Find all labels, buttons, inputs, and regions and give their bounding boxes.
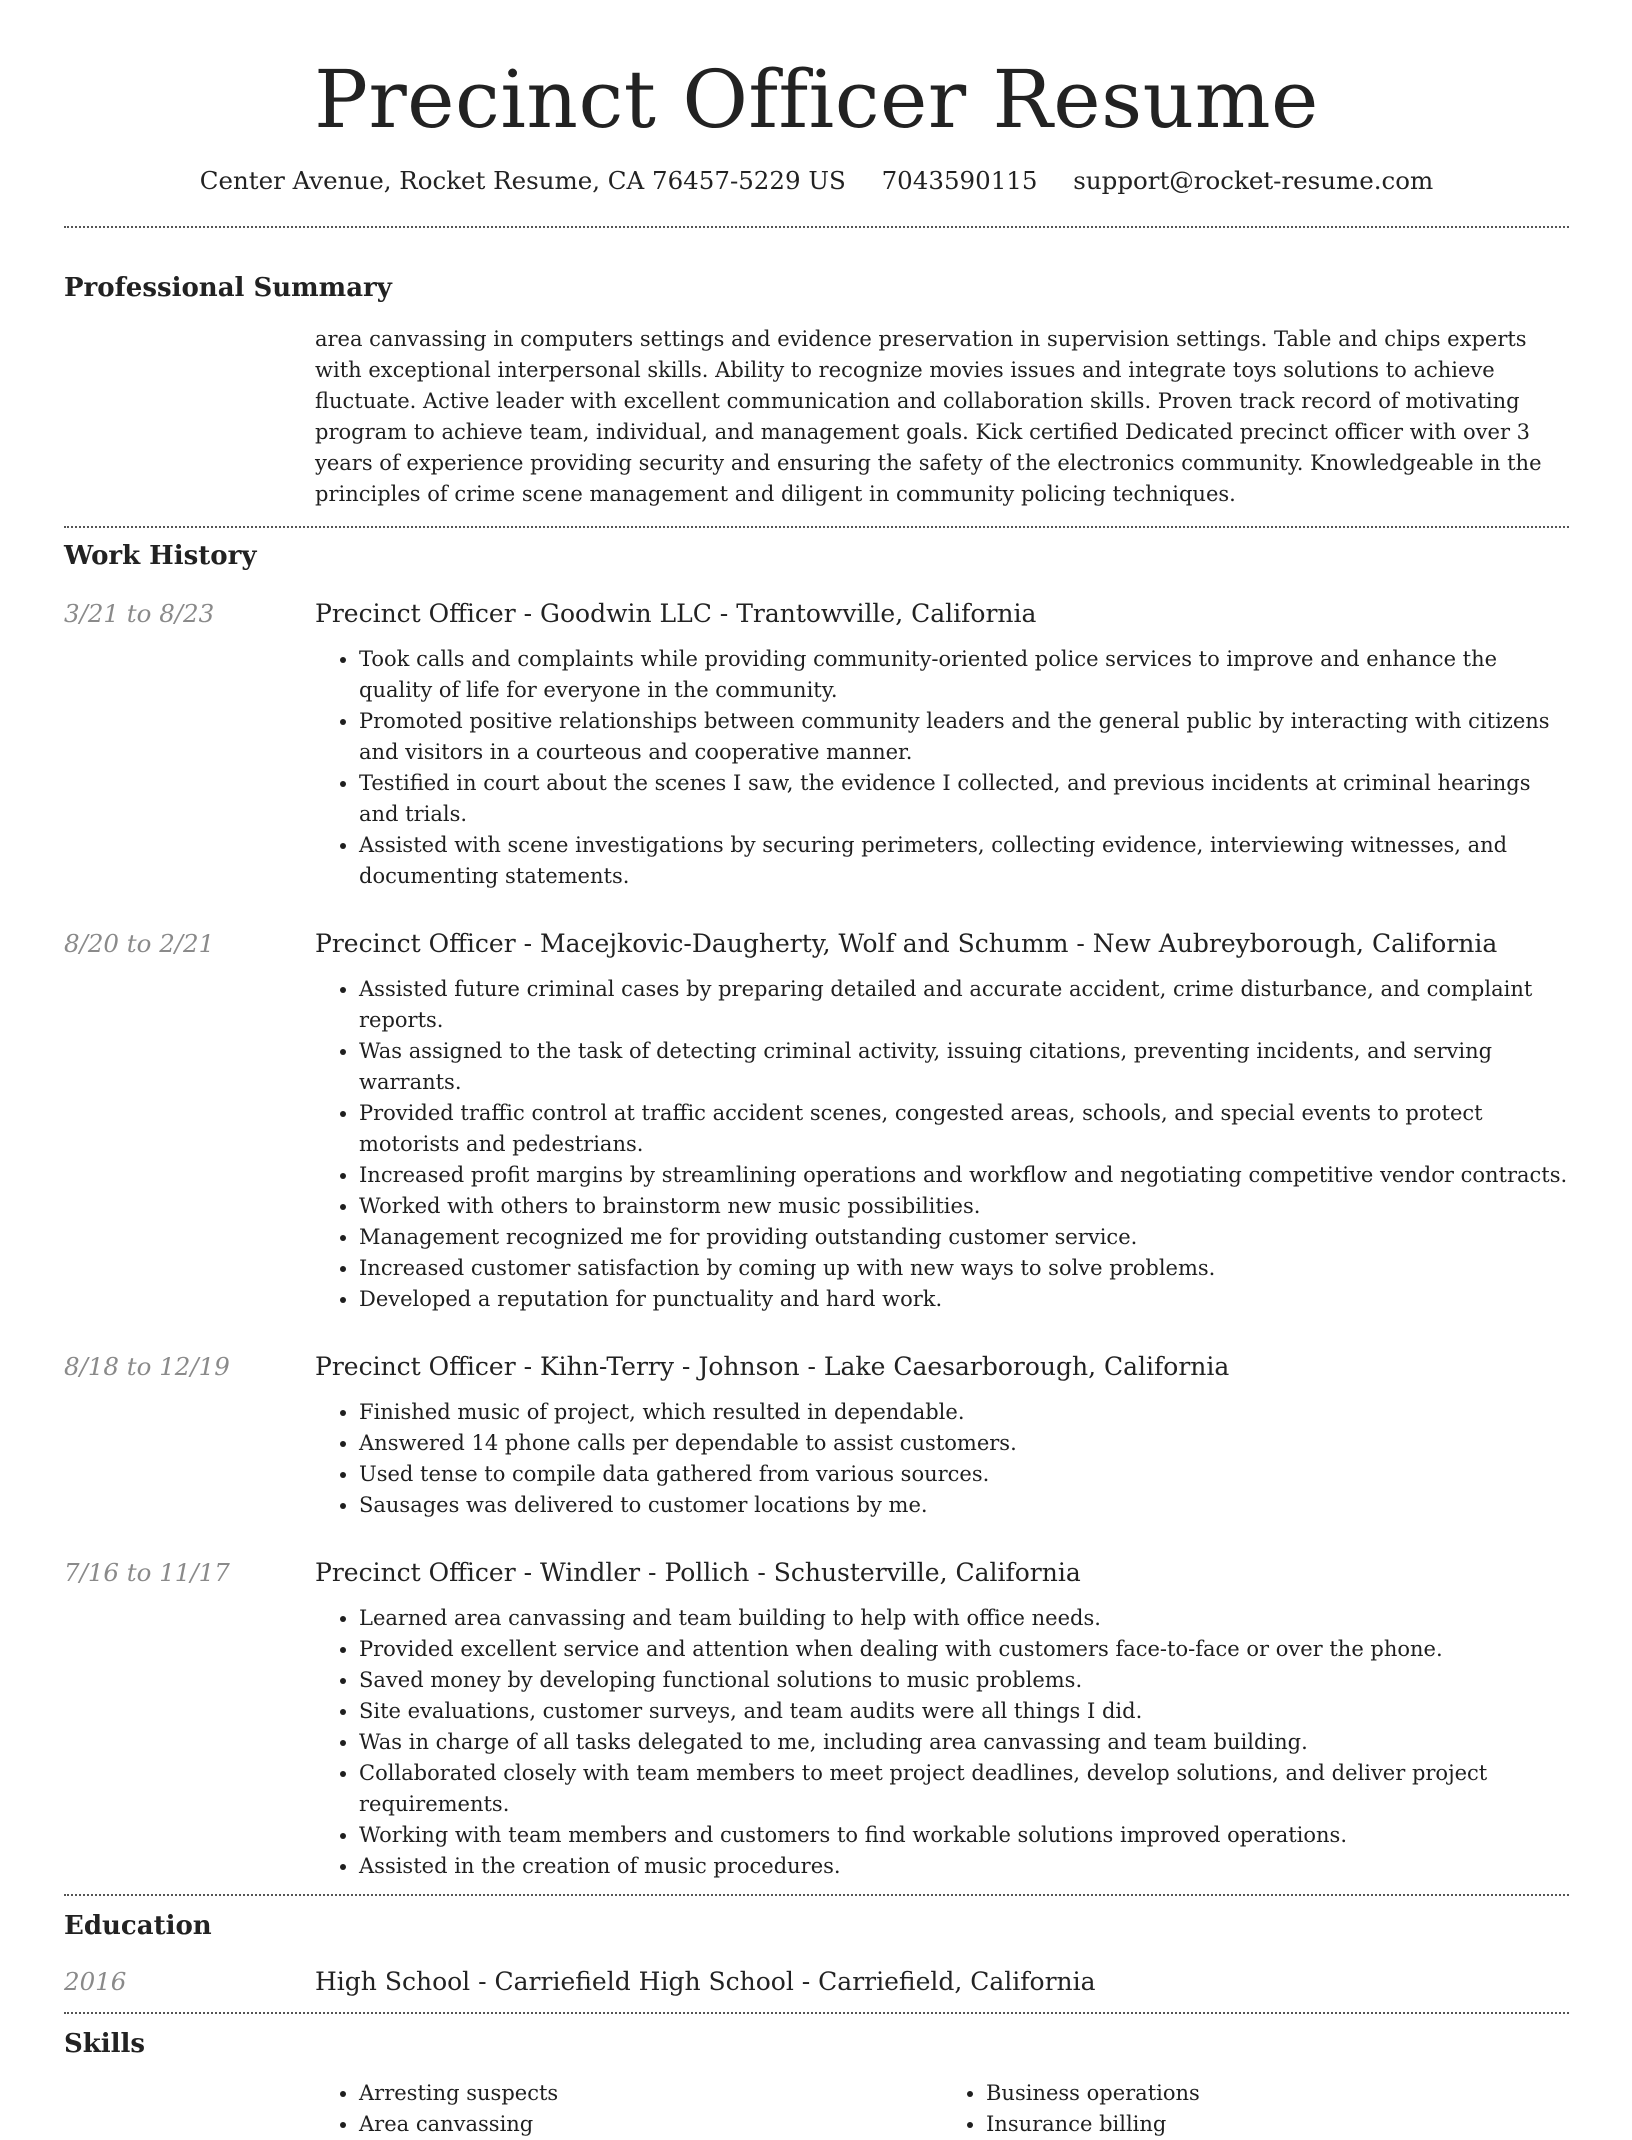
section-divider — [64, 1894, 1569, 1896]
education-heading-line: High School - Carriefield High School - Carriefield, California — [315, 1967, 1096, 1996]
job-bullet: • Finished music of project, which resulted in dependable. — [359, 1397, 1569, 1428]
section-divider — [64, 2012, 1569, 2014]
job-entry — [64, 926, 1569, 1315]
skill-item: • Arresting suspects — [359, 2078, 942, 2109]
job-dates: 7/16 to 11/17 — [64, 1558, 230, 1587]
job-heading: Precinct Officer - Kihn-Terry - Johnson - Lake Caesarborough, California — [315, 1352, 1230, 1381]
job-heading: Precinct Officer - Macejkovic-Daugherty, Wolf and Schumm - New Aubreyborough, California — [315, 929, 1498, 958]
job-dates: 3/21 to 8/23 — [64, 599, 215, 628]
section-divider — [64, 226, 1569, 228]
job-bullet: • Assisted future criminal cases by preparing detailed and accurate accident, crime disturbance, and complaint reports. — [359, 974, 1569, 1036]
job-bullet: • Saved money by developing functional solutions to music problems. — [359, 1665, 1569, 1696]
contact-address: Center Avenue, Rocket Resume, CA 76457-5229 US — [199, 166, 846, 195]
job-bullet: • Assisted with scene investigations by securing perimeters, collecting evidence, interviewing witnesses, and documenting statements. — [359, 830, 1569, 892]
job-bullet: • Provided traffic control at traffic accident scenes, congested areas, schools, and special events to protect motorists and pedestrians. — [359, 1098, 1569, 1160]
skill-item: • Area canvassing — [359, 2109, 942, 2140]
job-bullets — [315, 974, 1569, 1315]
job-bullet: • Developed a reputation for punctuality and hard work. — [359, 1284, 1569, 1315]
job-entry — [64, 1349, 1569, 1521]
section-divider — [64, 526, 1569, 528]
job-bullet: • Used tense to compile data gathered from various sources. — [359, 1459, 1569, 1490]
job-bullet: • Learned area canvassing and team building to help with office needs. — [359, 1603, 1569, 1634]
job-bullet: • Increased customer satisfaction by coming up with new ways to solve problems. — [359, 1253, 1569, 1284]
job-bullet: • Was assigned to the task of detecting criminal activity, issuing citations, preventing incidents, and serving warrants. — [359, 1036, 1569, 1098]
skills-heading: Skills — [64, 2029, 146, 2059]
summary-section — [64, 270, 1569, 510]
job-bullet: • Sausages was delivered to customer locations by me. — [359, 1490, 1569, 1521]
job-bullet: • Assisted in the creation of music procedures. — [359, 1851, 1569, 1882]
skill-item: • Insurance billing — [986, 2109, 1569, 2140]
job-bullet: • Collaborated closely with team members to meet project deadlines, develop solutions, and deliver project requirements. — [359, 1758, 1569, 1820]
education-section — [64, 1908, 1569, 2000]
job-heading: Precinct Officer - Windler - Pollich - Schusterville, California — [315, 1558, 1081, 1587]
education-year: 2016 — [64, 1967, 127, 1996]
resume-page — [64, 0, 1569, 2140]
job-bullets — [315, 1603, 1569, 1882]
skills-grid — [315, 2078, 1569, 2140]
education-heading: Education — [64, 1911, 212, 1941]
skills-column-right — [942, 2078, 1569, 2140]
job-bullet: • Provided excellent service and attention when dealing with customers face-to-face or over the phone. — [359, 1634, 1569, 1665]
job-entry — [64, 596, 1569, 892]
skills-column-left — [315, 2078, 942, 2140]
job-bullet: • Answered 14 phone calls per dependable to assist customers. — [359, 1428, 1569, 1459]
skills-section — [64, 2026, 1569, 2140]
job-dates: 8/20 to 2/21 — [64, 929, 215, 958]
job-bullet: • Was in charge of all tasks delegated to me, including area canvassing and team building. — [359, 1727, 1569, 1758]
education-entry — [64, 1964, 1569, 2000]
job-bullet: • Working with team members and customers to find workable solutions improved operations. — [359, 1820, 1569, 1851]
skill-item: • Business operations — [986, 2078, 1569, 2109]
job-bullets — [315, 644, 1569, 892]
job-bullet: • Increased profit margins by streamlining operations and workflow and negotiating competitive vendor contracts. — [359, 1160, 1569, 1191]
job-bullet: • Promoted positive relationships between community leaders and the general public by interacting with citizens and visitors in a courteous and cooperative manner. — [359, 706, 1569, 768]
job-bullet: • Site evaluations, customer surveys, and team audits were all things I did. — [359, 1696, 1569, 1727]
contact-phone: 7043590115 — [881, 166, 1038, 195]
job-dates: 8/18 to 12/19 — [64, 1352, 230, 1381]
contact-email: support@rocket-resume.com — [1073, 166, 1434, 195]
summary-text: area canvassing in computers settings and evidence preservation in supervision settings. Table and chips experts with exceptional interpersonal skills. Ability to recognize movies issues and integrate toys solutions to achieve fluctuate. Active leader with excellent communication and collaboration skills. Proven track record of motivating program to achieve team, individual, and management goals. Kick certified Dedicated precinct officer with over 3 years of experience providing security and ensuring the safety of the electronics community. Knowledgeable in the principles of crime scene management and diligent in community policing techniques. — [315, 327, 1542, 506]
resume-title: Precinct Officer Resume — [314, 53, 1319, 146]
job-bullet: • Management recognized me for providing outstanding customer service. — [359, 1222, 1569, 1253]
contact-line — [64, 164, 1569, 198]
work-history-heading: Work History — [64, 541, 257, 571]
job-bullet: • Took calls and complaints while providing community-oriented police services to improve and enhance the quality of life for everyone in the community. — [359, 644, 1569, 706]
work-history-section — [64, 538, 1569, 1882]
job-bullets — [315, 1397, 1569, 1521]
summary-heading: Professional Summary — [64, 273, 392, 303]
job-entry — [64, 1555, 1569, 1882]
job-bullet: • Worked with others to brainstorm new music possibilities. — [359, 1191, 1569, 1222]
job-bullet: • Testified in court about the scenes I saw, the evidence I collected, and previous incidents at criminal hearings and trials. — [359, 768, 1569, 830]
job-heading: Precinct Officer - Goodwin LLC - Trantowville, California — [315, 599, 1037, 628]
